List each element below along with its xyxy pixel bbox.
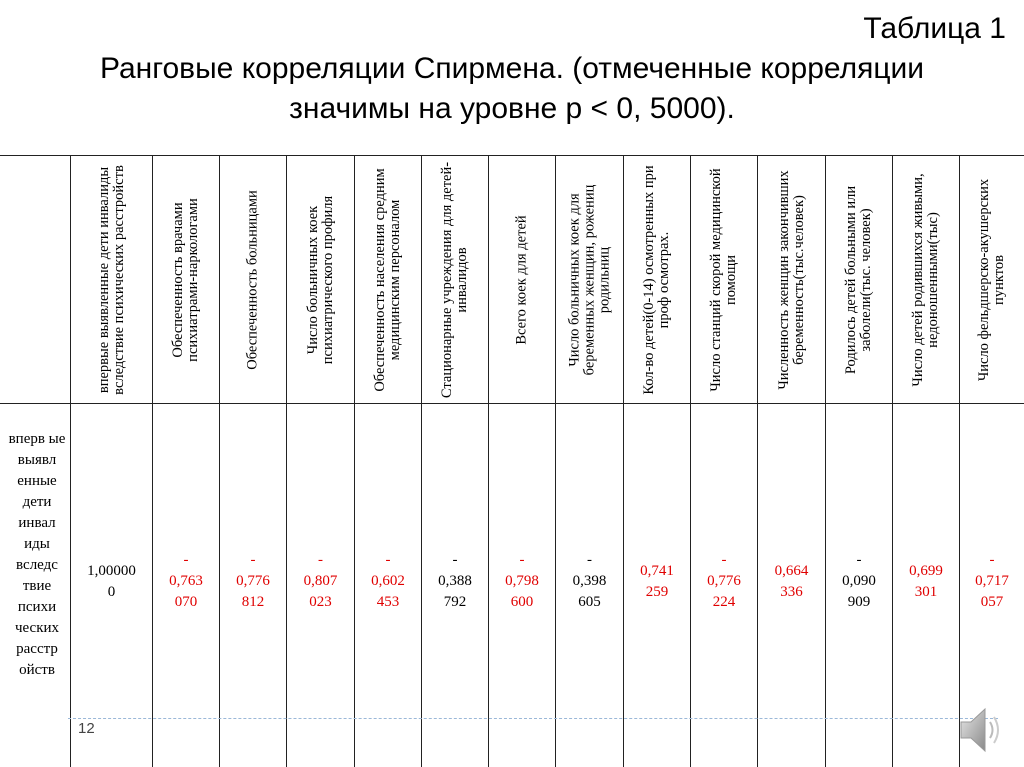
column-header-1: [70, 155, 152, 403]
column-header-text: Всего коек для детей: [513, 214, 530, 345]
correlation-value: [960, 550, 1024, 613]
speaker-icon[interactable]: [955, 700, 1005, 760]
value-line: 909: [847, 594, 871, 610]
value-line: 0,090: [842, 573, 876, 589]
correlation-value-cell: [488, 403, 555, 767]
correlation-value-cell: [354, 403, 421, 767]
column-header-text: Число больничных коек психиатрического профиля: [304, 195, 336, 364]
value-line: -: [250, 552, 256, 568]
value-line: -: [452, 552, 458, 568]
correlation-value: [489, 550, 555, 613]
value-line: 224: [712, 594, 736, 610]
column-header-text: Кол-во детей(0-14) осмотренных при проф осмотрах.: [641, 164, 672, 395]
column-header-10: [690, 155, 757, 403]
correlation-value: [355, 550, 421, 613]
correlation-value: [422, 550, 488, 613]
value-line: 453: [376, 594, 400, 610]
value-line: 070: [174, 594, 198, 610]
column-header-13: [892, 155, 959, 403]
column-header-text: Численность женщин закончивших беременность(тыс.человек): [775, 169, 807, 390]
value-line: 057: [980, 594, 1004, 610]
correlation-value-cell: [152, 403, 219, 767]
correlation-value: [220, 550, 286, 613]
value-line: -: [385, 552, 391, 568]
correlation-table: [0, 155, 1024, 767]
value-line: 812: [241, 594, 265, 610]
correlation-value: [71, 561, 152, 603]
correlation-value: [556, 550, 623, 613]
value-line: -: [318, 552, 323, 568]
value-line: -: [519, 552, 525, 568]
footer-divider: [68, 718, 998, 719]
column-header-9: [623, 155, 690, 403]
column-header-text: Число больничных коек для беременных женщин, рожениц родильниц: [566, 184, 612, 375]
column-header-text: Родилось детей больными или заболели(тыс. человек): [843, 185, 874, 374]
correlation-value-cell: [219, 403, 286, 767]
table-title-line-1: Ранговые корреляции Спирмена. (отмеченные корреляции: [99, 52, 925, 85]
column-header-text: Обеспеченность врачами психиатрами-наркологами: [170, 197, 201, 362]
column-header-text: Число детей родившихся живыми, недоношенными(тыс): [910, 172, 941, 387]
correlation-value: [153, 550, 219, 613]
column-header-text: Число фельдшерско-акушерских пунктов: [976, 178, 1007, 381]
column-header-12: [825, 155, 892, 403]
correlation-value-cell: [825, 403, 892, 767]
column-header-5: [354, 155, 421, 403]
slide-number: 12: [78, 720, 95, 737]
column-header-text: Обеспеченность населения средним медицинским персоналом: [372, 167, 403, 392]
correlation-value: [691, 550, 757, 613]
column-header-2: [152, 155, 219, 403]
column-header-4: [286, 155, 354, 403]
value-line: 0,699: [909, 563, 943, 579]
column-header-7: [488, 155, 555, 403]
column-header-6: [421, 155, 488, 403]
value-line: 259: [645, 584, 669, 600]
column-header-text: Стационарные учреждения для детей-инвалидов: [439, 161, 470, 398]
column-header-text: Число станций скорой медицинской помощи: [708, 167, 739, 392]
value-line: 0,664: [774, 563, 809, 579]
value-line: 0,776: [236, 573, 270, 589]
value-line: -: [183, 552, 189, 568]
value-line: -: [856, 552, 862, 568]
table-title-line-2: значимы на уровне p < 0, 5000).: [289, 92, 735, 125]
correlation-value-cell: [286, 403, 354, 767]
value-line: 0,602: [371, 573, 405, 589]
value-line: 600: [510, 594, 534, 610]
corner-cell: [0, 155, 70, 403]
value-line: 0,763: [169, 573, 203, 589]
column-header-3: [219, 155, 286, 403]
value-line: 0,798: [505, 573, 539, 589]
column-header-text: Обеспеченность больницами: [244, 189, 261, 370]
correlation-value: [624, 561, 690, 603]
correlation-value-cell: [757, 403, 825, 767]
correlation-value-cell: [70, 403, 152, 767]
title-block: [0, 0, 1024, 155]
value-line: 336: [780, 584, 803, 600]
correlation-value: [758, 561, 825, 603]
value-line: -: [721, 552, 727, 568]
correlation-value-cell: [690, 403, 757, 767]
value-line: 605: [578, 594, 601, 610]
correlation-value: [893, 561, 959, 603]
value-line: 0,776: [707, 573, 741, 589]
column-header-11: [757, 155, 825, 403]
value-line: 0,717: [975, 573, 1009, 589]
value-line: 0: [107, 584, 116, 600]
correlation-value-cell: [623, 403, 690, 767]
row-label: вперв ые выявл енные дети инвал иды вследс твие психи ческих расстр ойств: [8, 431, 66, 678]
correlation-value: [826, 550, 892, 613]
value-line: 0,388: [438, 573, 472, 589]
correlation-value: [287, 550, 354, 613]
value-line: 792: [443, 594, 467, 610]
value-line: 0,398: [572, 573, 607, 589]
correlation-value-cell: [421, 403, 488, 767]
value-line: -: [587, 552, 592, 568]
value-line: 0,741: [640, 563, 674, 579]
column-header-text: впервые выявленные дети инвалиды вследствие психических расстройств: [95, 164, 127, 395]
table-number: Таблица 1: [863, 12, 1006, 45]
value-line: 1,00000: [87, 563, 136, 579]
correlation-value-cell: [892, 403, 959, 767]
column-header-14: [959, 155, 1024, 403]
value-line: 0,807: [303, 573, 338, 589]
value-line: 023: [309, 594, 332, 610]
value-line: -: [989, 552, 995, 568]
correlation-value-cell: [555, 403, 623, 767]
value-line: 301: [914, 584, 938, 600]
column-header-8: [555, 155, 623, 403]
